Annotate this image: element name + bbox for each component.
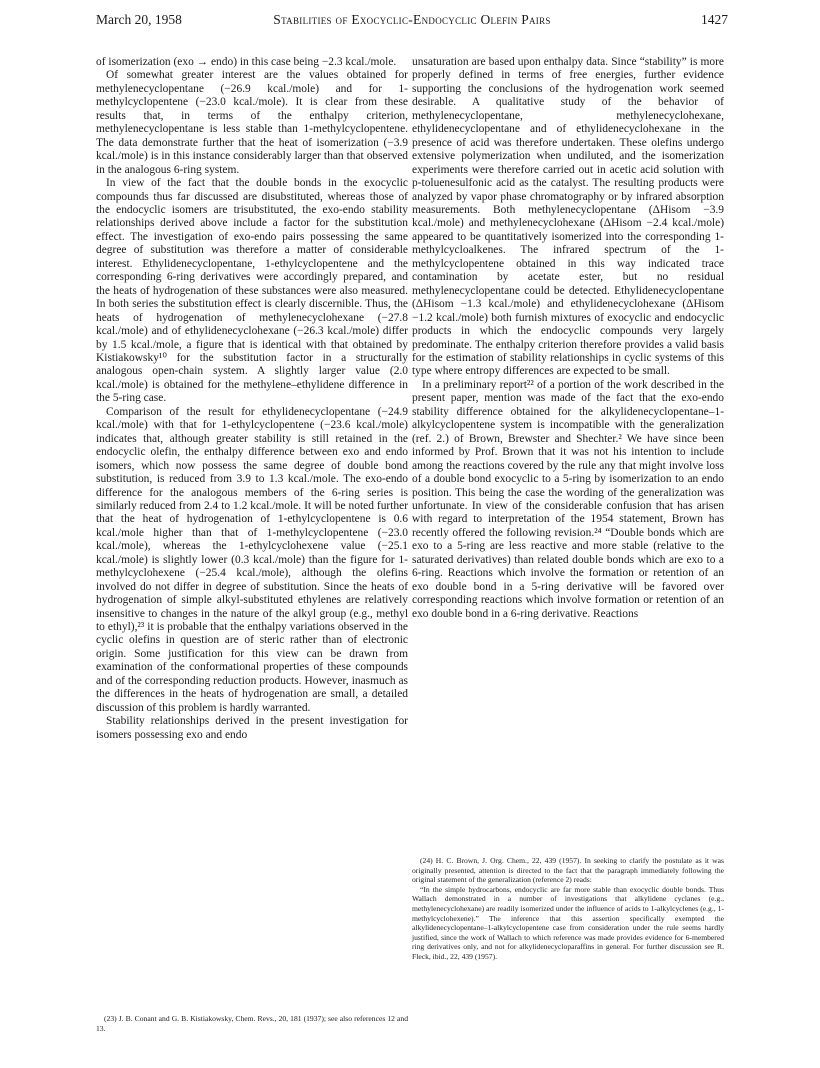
paragraph: In a preliminary report²² of a portion of the work described in the present paper, mention was made of the fact that the exo-endo stability difference obtained for the alkylidenecyclopentane–1-alkylcyclopentene system is incompatible with the generalization (ref. 2.) of Brown, Brewster and Shechter.² We have since been informed by Prof. Brown that it was not his intention to include among the reactions covered by the rule any that might involve loss of a double bond exocyclic to a 5-ring by isomerization to an endo position. This being the case the wording of the generalization was unfortunate. In view of the considerable confusion that has arisen with regard to interpretation of the 1954 statement, Brown has recently offered the following revision.²⁴ “Double bonds which are exo to a 5-ring are less reactive and more stable (relative to the saturated derivatives) than related double bonds which are exo to a 6-ring. Reactions which involve the formation or retention of an exo double bond in a 5-ring derivative will be favored over corresponding reactions which involve formation or retention of an exo double bond in a 6-ring derivative. Reactions (412, 378, 724, 620)
footnote-24 (412, 856, 724, 962)
running-title: Stabilities of Exocyclic-Endocyclic Olefin Pairs (273, 12, 551, 27)
footnote-quote: “In the simple hydrocarbons, endocyclic are far more stable than exocyclic double bonds. Thus Wallach demonstrated in a number of investigations that alkylidene cyclanes (e.g., methylenecyclohexane) are readily isomerized under the influence of acids to 1-alkylcyclenes (e.g., 1-methylcyclohexene).” The inference that this assertion specifically exempted the alkylidenecyclopentane–1-alkylcyclopentene case from consideration under the rule seems hardly justified, since the work of Wallach to which reference was made provides evidence for 6-membered ring derivatives only, and not for alkylidenecycloparaffins in general. For further discussion see R. Fleck, ibid., 22, 439 (1957). (412, 884, 724, 961)
issue-date: March 20, 1958 (96, 12, 182, 27)
paragraph: unsaturation are based upon enthalpy data. Since “stability” is more properly defined in terms of free energies, further evidence supporting the conclusions of the hydrogenation work seemed desirable. A qualitative study of the behavior of methylenecyclopentane, methylenecyclohexane, ethylidenecyclopentane and of ethylidenecyclohexane in the presence of acid was therefore undertaken. These olefins undergo extensive polymerization when undiluted, and the isomerization experiments were therefore carried out in acetic acid solution with p-toluenesulfonic acid as the catalyst. The resulting products were analyzed by vapor phase chromatography or by infrared absorption measurements. Both methylenecyclopentane (ΔHisom −3.9 kcal./mole) and methylenecyclohexane (ΔHisom −2.4 kcal./mole) appeared to be quantitatively isomerized into the corresponding 1-methylcycloalkenes. The infrared spectrum of the 1-methylcyclopentene obtained in this way indicated trace contamination by acetate ester, but no residual methylenecyclopentane could be detected. Ethylidenecyclopentane (ΔHisom −1.3 kcal./mole) and ethylidenecyclohexane (ΔHisom −1.2 kcal./mole) both furnish mixtures of exocyclic and endocyclic products in which the endocyclic compounds very largely predominate. The enthalpy criterion therefore provides a valid basis for the estimation of stability relationships in cyclic systems of this type where entropy differences are expected to be small. (412, 56, 724, 378)
paragraph: of isomerization (exo → endo) in this case being −2.3 kcal./mole. (96, 56, 397, 68)
left-column (96, 56, 408, 742)
footnote-23 (96, 1014, 408, 1033)
page-number: 1427 (701, 12, 728, 27)
paragraph: Comparison of the result for ethylidenecyclopentane (−24.9 kcal./mole) with that for 1-ethylcyclopentene (−23.6 kcal./mole) indicates that, although greater stability is still retained in the endocyclic olefin, the enthalpy difference between exo and endo isomers, which now possess the same degree of double bond substitution, is reduced from 3.9 to 1.3 kcal./mole. The exo-endo difference for the analogous members of the 6-ring series is similarly reduced from 2.4 to 1.2 kcal./mole. It will be noted further that the heat of hydrogenation of 1-ethylcyclopentene is 0.6 kcal./mole higher than that of 1-methylcyclopentene (−23.0 kcal./mole), whereas the 1-ethylcyclohexene value (−25.1 kcal./mole) is slightly lower (0.3 kcal./mole) than the figure for 1-methylcyclohexene (−25.4 kcal./mole), although the olefins involved do not differ in degree of substitution. Since the heats of hydrogenation of simple alkyl-substituted ethylenes are relatively insensitive to changes in the nature of the alkyl group (e.g., methyl to ethyl),²³ it is probable that the enthalpy variations observed in the cyclic olefins in question are of steric rather than of electronic origin. Some justification for this view can be drawn from examination of the conformational properties of these compounds and of the corresponding reduction products. However, inasmuch as the differences in the heats of hydrogenation are small, a detailed discussion of this problem is hardly warranted. (96, 405, 408, 714)
paragraph: Of somewhat greater interest are the values obtained for methylenecyclopentane (−26.9 kcal./mole) and for 1-methylcyclopentene (−23.0 kcal./mole). It is clear from these results that, in terms of the enthalpy criterion, methylenecyclopentane is less stable than 1-methylcyclopentene. The data demonstrate further that the heat of isomerization (−3.9 kcal./mole) is in this instance considerably larger than that observed in the analogous 6-ring system. (96, 69, 408, 176)
paragraph: Stability relationships derived in the present investigation for isomers possessing exo and endo (96, 715, 408, 741)
paragraph: In view of the fact that the double bonds in the exocyclic compounds thus far discussed are disubstituted, whereas those of the endocyclic isomers are trisubstituted, the exo-endo stability relationships derived above include a factor for the substitution effect. The investigation of exo-endo pairs possessing the same degree of substitution was therefore a matter of considerable interest. Ethylidenecyclopentane, 1-ethylcyclopentene and the corresponding 6-ring derivatives were accordingly prepared, and the heats of hydrogenation of these substances were also measured. In both series the substitution effect is clearly discernible. Thus, the heats of hydrogenation of methylenecyclohexane (−27.8 kcal./mole) and of ethylidenecyclohexane (−26.3 kcal./mole) differ by 1.5 kcal./mole, a figure that is identical with that obtained by Kistiakowsky¹⁰ for the substitution factor in a structurally analogous open-chain system. A slightly larger value (2.0 kcal./mole) is obtained for the methylene–ethylidene difference in the 5-ring case. (96, 177, 408, 405)
right-column (412, 56, 724, 621)
footnote-text: (24) H. C. Brown, J. Org. Chem., 22, 439 (1957). In seeking to clarify the postulate as it was originally presented, attention is directed to the fact that the paragraph immediately following the original statement of the generalization (reference 2) reads: (412, 856, 724, 885)
footnote-text: (23) J. B. Conant and G. B. Kistiakowsky, Chem. Revs., 20, 181 (1937); see also references 12 and 13. (96, 1014, 408, 1033)
running-header (96, 8, 728, 32)
